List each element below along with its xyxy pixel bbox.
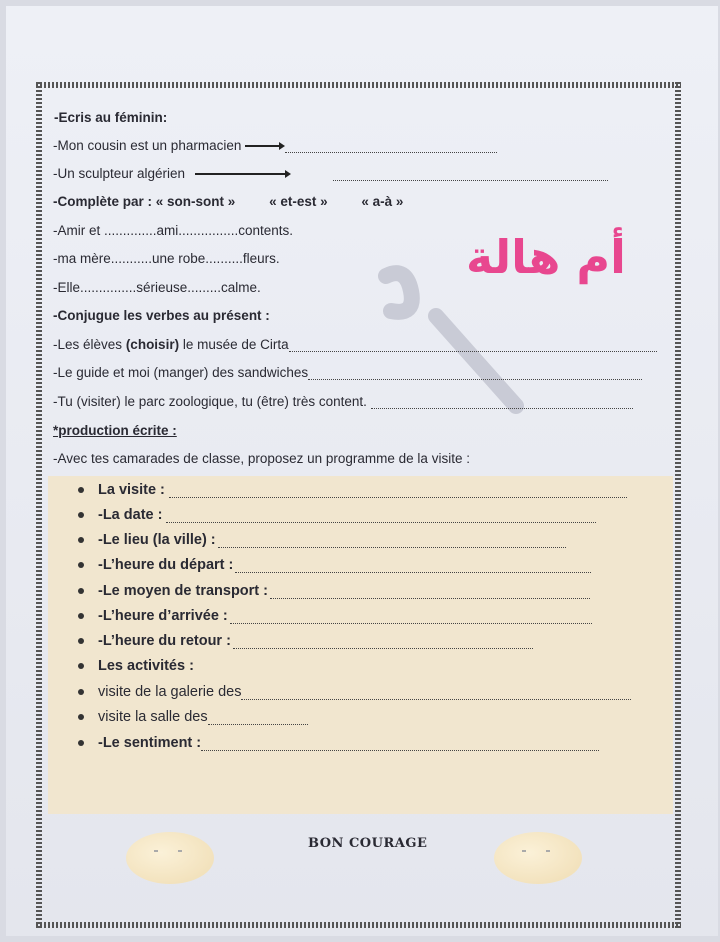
bullet-icon	[78, 663, 84, 669]
list-item	[78, 735, 599, 751]
complete-title: -Complète par :	[53, 194, 153, 209]
item-label: -Le lieu (la ville) :	[98, 532, 216, 548]
answer-blank	[233, 638, 533, 649]
list-item	[78, 633, 533, 649]
arrow-right-icon	[245, 142, 285, 150]
option-son-sont: « son-sont »	[155, 194, 236, 209]
border-right	[675, 82, 681, 928]
answer-blank	[289, 341, 657, 352]
production-title: *production écrite :	[53, 423, 177, 438]
smiley-face-icon	[494, 832, 582, 884]
answer-blank	[230, 613, 592, 624]
list-item	[78, 532, 566, 548]
conjugue-line-3	[53, 394, 633, 409]
complete-line-2: -ma mère...........une robe..........fleurs.	[53, 251, 280, 266]
answer-blank	[235, 562, 591, 573]
answer-blank	[333, 170, 608, 181]
watermark-arabic-text: أم هالة	[466, 230, 626, 284]
answer-blank	[270, 588, 590, 599]
item-label: visite la salle des	[98, 709, 208, 725]
list-item	[78, 709, 308, 725]
answer-blank	[285, 142, 497, 153]
list-item	[78, 608, 592, 624]
conjugue-text-2: -Le guide et moi (manger) des sandwiches	[53, 365, 309, 380]
list-item	[78, 583, 590, 599]
bullet-icon	[78, 588, 84, 594]
answer-blank	[308, 369, 642, 380]
item-label: visite de la galerie des	[98, 684, 242, 700]
item-label: -Le moyen de transport :	[98, 583, 268, 599]
complete-title-row	[53, 194, 403, 209]
bullet-icon	[78, 512, 84, 518]
feminin-text-2: -Un sculpteur algérien	[53, 166, 186, 181]
feminin-line-2	[53, 166, 608, 181]
bullet-icon	[78, 689, 84, 695]
list-item	[78, 557, 591, 573]
feminin-line-1	[53, 138, 497, 153]
bullet-icon	[78, 537, 84, 543]
option-a-a: « a-à »	[361, 194, 404, 209]
bullet-icon	[78, 714, 84, 720]
list-item	[78, 684, 631, 700]
complete-line-3: -Elle...............sérieuse.........calme.	[53, 280, 261, 295]
answer-blank	[201, 740, 599, 751]
worksheet-page	[6, 6, 718, 936]
answer-blank	[169, 487, 627, 498]
conjugue-line-1	[53, 337, 657, 352]
border-bottom	[36, 922, 681, 928]
eye	[154, 850, 158, 852]
conjugue-verb: (choisir)	[125, 337, 180, 352]
list-item	[78, 482, 627, 498]
item-label: -L’heure d’arrivée :	[98, 608, 228, 624]
bullet-icon	[78, 613, 84, 619]
eye	[178, 850, 182, 852]
item-label: -La date :	[98, 507, 163, 523]
feminin-text-1: -Mon cousin est un pharmacien	[53, 138, 242, 153]
item-label: Les activités :	[98, 658, 194, 674]
arrow-right-icon	[195, 170, 291, 178]
smiley-face-icon	[126, 832, 214, 884]
feminin-title: -Ecris au féminin:	[54, 110, 168, 125]
eye	[522, 850, 526, 852]
conjugue-title: -Conjugue les verbes au présent :	[53, 308, 270, 323]
bullet-icon	[78, 487, 84, 493]
conjugue-line-2	[53, 365, 642, 380]
answer-blank	[208, 714, 308, 725]
answer-blank	[371, 398, 633, 409]
bullet-icon	[78, 740, 84, 746]
border-left	[36, 82, 42, 928]
complete-line-1: -Amir et ..............ami................contents.	[53, 223, 294, 238]
conjugue-text-1c: le musée de Cirta	[182, 337, 289, 352]
option-et-est: « et-est »	[269, 194, 328, 209]
item-label: -Le sentiment :	[98, 735, 202, 751]
conjugue-text-1a: -Les élèves	[53, 337, 123, 352]
list-item	[78, 658, 194, 674]
list-item	[78, 507, 596, 523]
production-intro: -Avec tes camarades de classe, proposez un programme de la visite :	[53, 451, 470, 466]
eye	[546, 850, 550, 852]
conjugue-text-3: -Tu (visiter) le parc zoologique, tu (être) très content.	[53, 394, 367, 409]
item-label: -L’heure du départ :	[98, 557, 234, 573]
bullet-icon	[78, 638, 84, 644]
item-label: La visite :	[98, 482, 165, 498]
footer-text: BON COURAGE	[308, 836, 428, 851]
answer-blank	[218, 537, 566, 548]
item-label: -L’heure du retour :	[98, 633, 231, 649]
answer-blank	[166, 512, 596, 523]
bullet-icon	[78, 562, 84, 568]
border-top	[36, 82, 681, 88]
answer-blank	[241, 689, 631, 700]
